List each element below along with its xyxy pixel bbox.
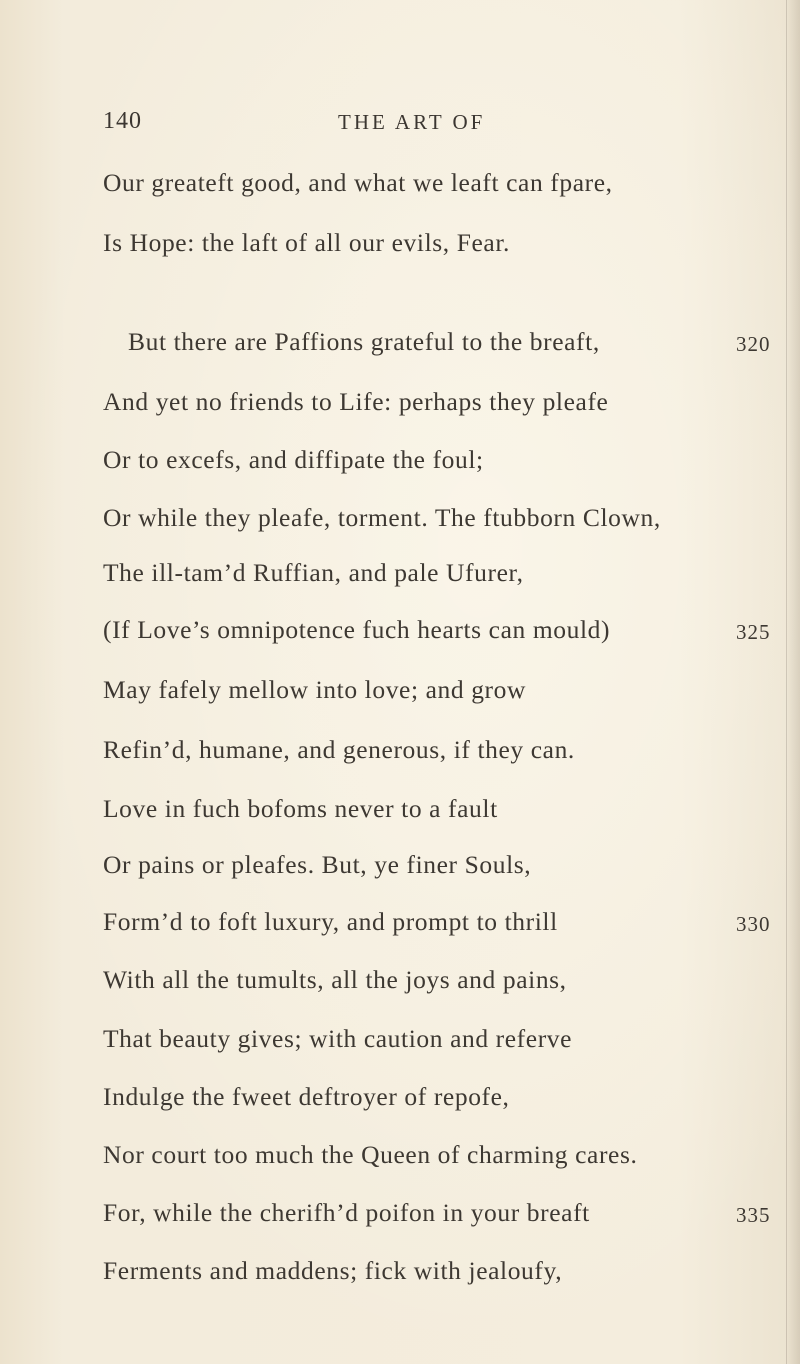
running-head-title: THE ART OF — [338, 110, 486, 134]
line-number: 325 — [736, 620, 771, 644]
poem-line: Form’d to foft luxury, and prompt to thrill — [103, 907, 558, 936]
poem-line: Nor court too much the Queen of charming cares. — [103, 1140, 638, 1169]
poem-line: May fafely mellow into love; and grow — [103, 675, 527, 704]
poem-line: Ferments and maddens; fick with jealoufy, — [103, 1256, 563, 1285]
poem-line: Love in fuch bofoms never to a fault — [103, 794, 498, 823]
poem-line: Or pains or pleafes. But, ye finer Souls, — [103, 850, 532, 879]
page-number: 140 — [103, 108, 142, 134]
poem-line: The ill-tam’d Ruffian, and pale Ufurer, — [103, 558, 524, 587]
line-number: 320 — [736, 332, 771, 356]
line-number: 330 — [736, 912, 771, 936]
poem-line: And yet no friends to Life: perhaps they pleafe — [103, 387, 609, 416]
poem-line: That beauty gives; with caution and referve — [103, 1024, 573, 1053]
poem-line: Our greateft good, and what we leaft can fpare, — [103, 168, 613, 197]
poem-line: But there are Paffions grateful to the breaft, — [128, 327, 600, 356]
poem-line: Refin’d, humane, and generous, if they can. — [103, 735, 575, 764]
poem-line: Is Hope: the laft of all our evils, Fear. — [103, 228, 510, 257]
poem-line: Or to excefs, and diffipate the foul; — [103, 445, 484, 474]
poem-line: Indulge the fweet deftroyer of repofe, — [103, 1082, 510, 1111]
line-number: 335 — [736, 1203, 771, 1227]
poem-line: With all the tumults, all the joys and pains, — [103, 965, 567, 994]
poem-line: Or while they pleafe, torment. The ftubborn Clown, — [103, 503, 661, 532]
poem-line: (If Love’s omnipotence fuch hearts can mould) — [103, 615, 611, 644]
poem-line: For, while the cherifh’d poifon in your breaft — [103, 1198, 590, 1227]
